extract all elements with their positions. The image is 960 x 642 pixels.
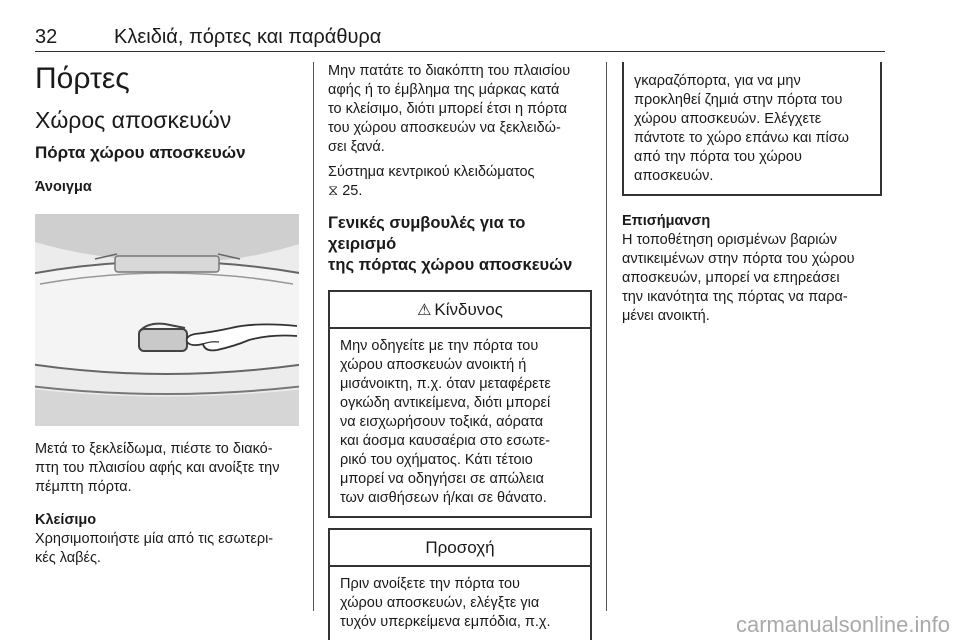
- text-line: πάντοτε το χώρο επάνω και πίσω: [634, 130, 849, 146]
- text-line: χώρου αποσκευών. Ελέγχετε: [634, 111, 822, 127]
- column-3: [622, 62, 886, 326]
- heading-line: της πόρτας χώρου αποσκευών: [328, 256, 573, 274]
- note-heading: Επισήμανση: [622, 213, 711, 229]
- tips-heading: [328, 213, 592, 276]
- text-line: ρικό του οχήματος. Κάτι τέτοιο: [340, 452, 533, 468]
- opening-heading: Άνοιγμα: [35, 179, 92, 195]
- text-line: Σύστημα κεντρικού κλειδώματος: [328, 164, 535, 180]
- text-line: γκαραζόπορτα, για να μην: [634, 73, 801, 89]
- text-line: του χώρου αποσκευών να ξεκλειδώ-: [328, 120, 561, 136]
- tailgate-hand-image: [35, 214, 299, 426]
- subsection-heading: Πόρτα χώρου αποσκευών: [35, 143, 246, 162]
- text-line: σει ξανά.: [328, 139, 385, 155]
- watermark: carmanualsonline.info: [735, 612, 950, 637]
- caution-body: [330, 567, 590, 640]
- header-rule: [35, 51, 885, 52]
- section-heading: Χώρος αποσκευών: [35, 107, 232, 133]
- page-header: [35, 26, 885, 48]
- text-line: χώρου αποσκευών, ελέγξτε για: [340, 595, 540, 611]
- tailgate-illustration: [35, 214, 299, 426]
- text-line: μισάνοικτη, π.χ. όταν μεταφέρετε: [340, 376, 551, 392]
- caution-title: Προσοχή: [425, 538, 495, 557]
- text-line: τυχόν υπερκείμενα εμπόδια, π.χ.: [340, 614, 551, 630]
- caution-box-header: [330, 530, 590, 567]
- text-line: Μην οδηγείτε με την πόρτα του: [340, 338, 539, 354]
- danger-body: [330, 329, 590, 516]
- caution-box-continued: [622, 62, 882, 196]
- text-line: την ικανότητα της πόρτας να παρα-: [622, 289, 848, 305]
- text-line: αποσκευών, μπορεί να επηρεάσει: [622, 270, 840, 286]
- cross-reference[interactable]: [328, 163, 592, 201]
- text-line: αντικειμένων στην πόρτα του χώρου: [622, 251, 855, 267]
- opening-text: [35, 440, 299, 497]
- text-line: ογκώδη αντικείμενα, διότι μπορεί: [340, 395, 551, 411]
- caution-box: [328, 528, 592, 640]
- text-line: μπορεί να οδηγήσει σε απώλεια: [340, 471, 545, 487]
- danger-title: Κίνδυνος: [434, 300, 503, 319]
- heading-line: Γενικές συμβουλές για το χειρισμό: [328, 214, 526, 253]
- note-text: [622, 231, 886, 326]
- text-line: μένει ανοικτή.: [622, 308, 710, 324]
- text-line: Πριν ανοίξετε την πόρτα του: [340, 576, 520, 592]
- page-reference-link[interactable]: ⧖ 25.: [328, 183, 363, 199]
- text-line: προκληθεί ζημιά στην πόρτα του: [634, 92, 843, 108]
- text-line: από την πόρτα του χώρου: [634, 149, 802, 165]
- warning-icon: ⚠: [417, 302, 432, 319]
- column-2: [328, 62, 592, 640]
- danger-box-header: [330, 292, 590, 329]
- intro-text: [328, 62, 592, 157]
- text-line: αφής ή το έμβλημα της μάρκας κατά: [328, 82, 560, 98]
- closing-text: [35, 530, 299, 568]
- danger-box: [328, 290, 592, 518]
- text-line: Χρησιμοποιήστε μία από τις εσωτερι-: [35, 531, 274, 547]
- text-line: και άοσμα καυσαέρια στο εσωτε-: [340, 433, 551, 449]
- text-line: πτη του πλαισίου αφής και ανοίξτε την: [35, 460, 280, 476]
- text-line: χώρου αποσκευών ανοικτή ή: [340, 357, 527, 373]
- text-line: Η τοποθέτηση ορισμένων βαριών: [622, 232, 838, 248]
- page-number: 32: [35, 26, 58, 48]
- column-divider-1: [313, 62, 314, 611]
- text-line: πέμπτη πόρτα.: [35, 479, 132, 495]
- column-divider-2: [606, 62, 607, 611]
- page-title: Πόρτες: [35, 62, 130, 95]
- column-1: [35, 62, 299, 568]
- text-line: Μην πατάτε το διακόπτη του πλαισίου: [328, 63, 571, 79]
- text-line: Μετά το ξεκλείδωμα, πιέστε το διακό-: [35, 441, 273, 457]
- closing-heading: Κλείσιμο: [35, 512, 97, 528]
- text-line: κές λαβές.: [35, 550, 101, 566]
- text-line: να εισχωρήσουν τοξικά, αόρατα: [340, 414, 544, 430]
- running-title: Κλειδιά, πόρτες και παράθυρα: [114, 26, 382, 48]
- text-line: των αισθήσεων ή/και σε θάνατο.: [340, 490, 547, 506]
- text-line: αποσκευών.: [634, 168, 714, 184]
- text-line: το κλείσιμο, διότι μπορεί έτσι η πόρτα: [328, 101, 568, 117]
